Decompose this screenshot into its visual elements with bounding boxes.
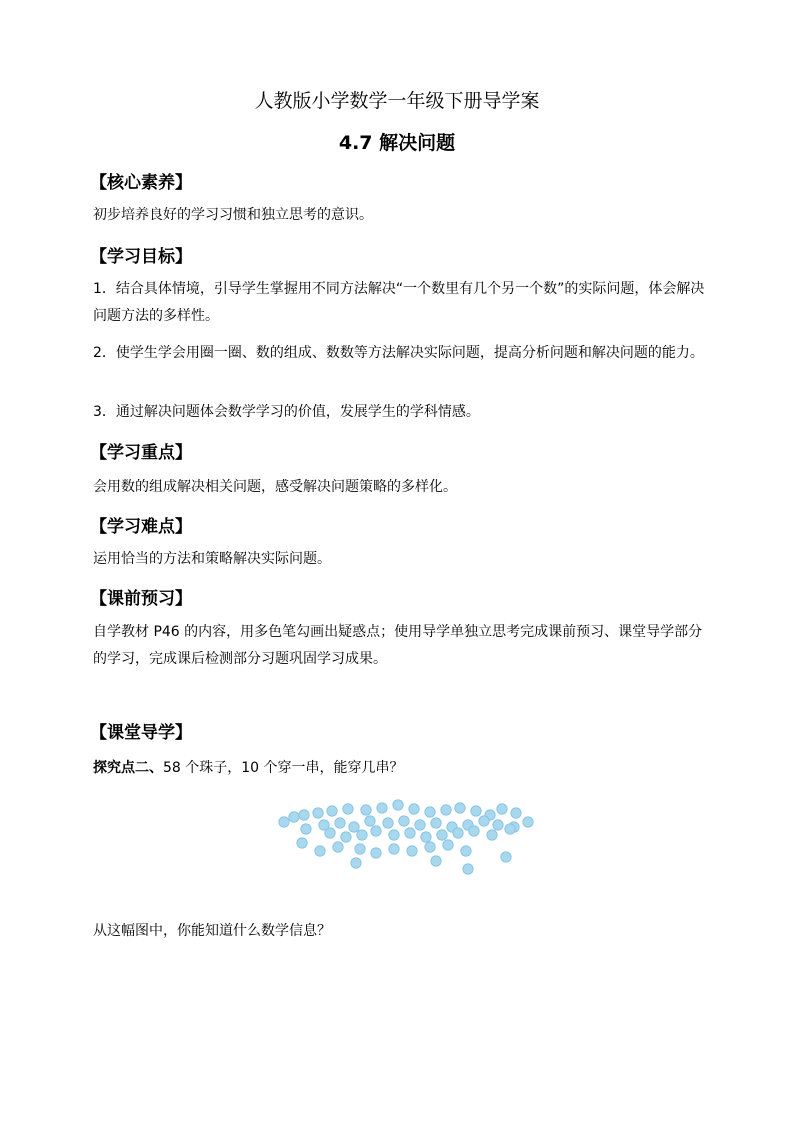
bead [441,805,451,815]
bead [361,805,371,815]
bead [389,844,399,854]
bead [455,803,465,813]
goal-item-1: 1．结合具体情境，引导学生掌握用不同方法解决“一个数里有几个另一个数”的实际问题，体会解决问题方法的多样性。 [93,281,705,324]
bead [501,852,511,862]
goal-item-2: 2．使学生学会用圈一圈、数的组成、数数等方法解决实际问题，提高分析问题和解决问题的能力。 [93,345,704,361]
core-heading: 【核心素养】 [90,173,192,193]
bead [405,828,415,838]
bead [301,824,311,834]
bead [425,842,435,852]
bead [377,803,387,813]
document-title: 人教版小学数学一年级下册导学案 [254,90,540,112]
bead [463,864,473,874]
bead [365,816,375,826]
bead [407,846,417,856]
core-text: 初步培养良好的学习习惯和独立思考的意识。 [93,207,373,223]
bead [505,824,515,834]
explore-point-label: 探究点二、 [93,760,163,776]
bead [409,804,419,814]
bead [471,806,481,816]
goal-item-3: 3．通过解决问题体会数学学习的价值，发展学生的学科情感。 [93,404,480,420]
bead [469,826,479,836]
guide-question: 从这幅图中，你能知道什么数学信息？ [93,923,331,939]
bead [511,808,521,818]
bead [315,846,325,856]
difficulty-text: 运用恰当的方法和策略解决实际问题。 [93,551,331,567]
bead [425,807,435,817]
explore-point-text: 58 个珠子，10 个穿一串，能穿几串？ [163,760,404,776]
bead [443,840,453,850]
bead [399,816,409,826]
preview-heading: 【课前预习】 [90,589,192,609]
lesson-title: 4.7 解决问题 [338,132,456,154]
bead [299,810,309,820]
key-text: 会用数的组成解决相关问题，感受解决问题策略的多样化。 [93,479,457,495]
bead [335,818,345,828]
bead [313,808,323,818]
bead [325,828,335,838]
bead [453,828,463,838]
bead [479,816,489,826]
beads-illustration [270,785,540,875]
bead [289,812,299,822]
bead [371,826,381,836]
bead [357,830,367,840]
bead [431,856,441,866]
bead [343,804,353,814]
bead [371,848,381,858]
bead [437,830,447,840]
bead [393,800,403,810]
bead [497,804,507,814]
bead [421,832,431,842]
bead [461,846,471,856]
key-heading: 【学习重点】 [90,443,192,463]
bead [415,820,425,830]
bead [493,820,503,830]
goals-heading: 【学习目标】 [90,247,192,267]
bead [389,830,399,840]
bead [351,858,361,868]
guide-heading: 【课堂导学】 [90,723,192,743]
difficulty-heading: 【学习难点】 [90,517,192,537]
bead [355,844,365,854]
bead [523,817,533,827]
bead [431,818,441,828]
preview-text: 自学教材 P46 的内容，用多色笔勾画出疑惑点；使用导学单独立思考完成课前预习、课堂导学部分的学习，完成课后检测部分习题巩固学习成果。 [93,624,703,667]
bead [383,818,393,828]
bead [327,806,337,816]
bead [341,832,351,842]
bead [487,830,497,840]
explore-point [93,755,705,782]
bead [349,822,359,832]
bead [279,817,289,827]
bead [333,842,343,852]
bead [297,838,307,848]
